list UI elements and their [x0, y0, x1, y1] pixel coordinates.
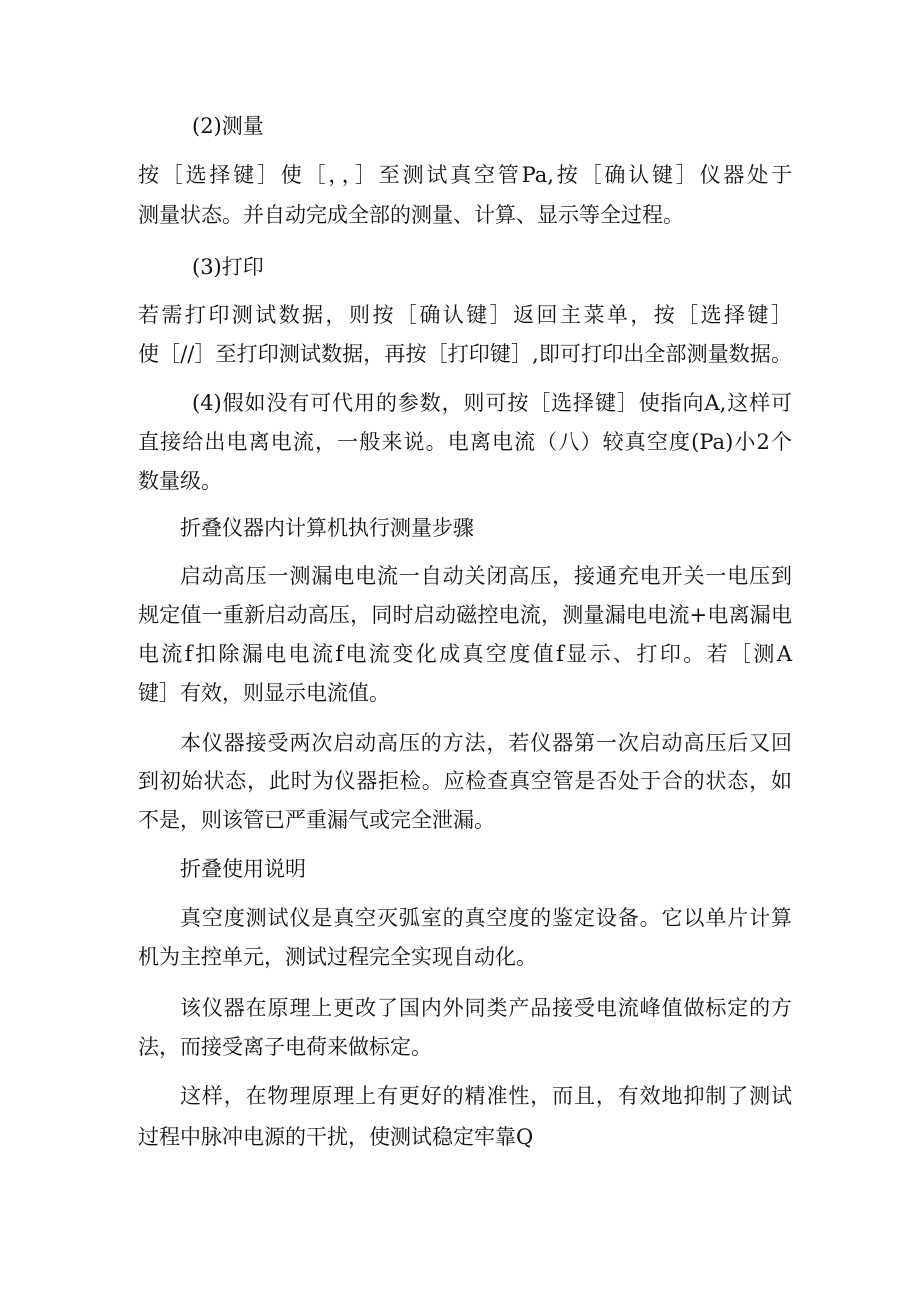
section-heading-measure: (2)测量 [192, 114, 264, 138]
paragraph-line: 电流f扣除漏电电流f电流变化成真空度值f显示、打印。若［测A [138, 642, 792, 666]
section-heading-computer-steps: 折叠仪器内计算机执行测量步骤 [180, 516, 474, 540]
paragraph-line: 使［//］至打印测试数据，再按［打印键］,即可打印出全部测量数据。 [138, 342, 792, 366]
paragraph-line: 这样，在物理原理上有更好的精准性，而且，有效地抑制了测试 [180, 1084, 792, 1108]
paragraph-line: 本仪器接受两次启动高压的方法，若仪器第一次启动高压后又回 [180, 731, 792, 755]
paragraph-line: 若需打印测试数据，则按［确认键］返回主菜单，按［选择键］ [138, 303, 792, 327]
paragraph-line: 启动高压一测漏电电流一自动关闭高压，接通充电开关一电压到 [180, 564, 792, 588]
paragraph-line: 法，而接受离子电荷来做标定。 [138, 1035, 432, 1059]
paragraph-line: 机为主控单元，测试过程完全实现自动化。 [138, 945, 537, 969]
paragraph-line: 到初始状态，此时为仪器拒检。应检查真空管是否处于合的状态，如 [138, 769, 792, 793]
paragraph-line: 键］有效，则显示电流值。 [138, 681, 390, 705]
paragraph-line: 直接给出电离电流，一般来说。电离电流（八）较真空度(Pa)小2个 [138, 430, 792, 454]
paragraph-line: 规定值一重新启动高压，同时启动磁控电流，测量漏电电流+电离漏电 [138, 603, 792, 627]
paragraph-line: 过程中脉冲电源的干扰，使测试稳定牢靠Q [138, 1125, 534, 1149]
paragraph-line: 该仪器在原理上更改了国内外同类产品接受电流峰值做标定的方 [180, 996, 792, 1020]
paragraph-line: 测量状态。并自动完成全部的测量、计算、显示等全过程。 [138, 203, 684, 227]
section-heading-instructions: 折叠使用说明 [180, 857, 306, 881]
paragraph-line: 不是，则该管已严重漏气或完全泄漏。 [138, 808, 495, 832]
paragraph-line: (4)假如没有可代用的参数，则可按［选择键］使指向A,这样可 [192, 391, 792, 415]
section-heading-print: (3)打印 [192, 255, 264, 279]
paragraph-line: 数量级。 [138, 469, 222, 493]
paragraph-line: 真空度测试仪是真空灭弧室的真空度的鉴定设备。它以单片计算 [180, 906, 792, 930]
paragraph-line: 按［选择键］使［，，］至测试真空管Pa,按［确认键］仪器处于 [138, 163, 792, 187]
